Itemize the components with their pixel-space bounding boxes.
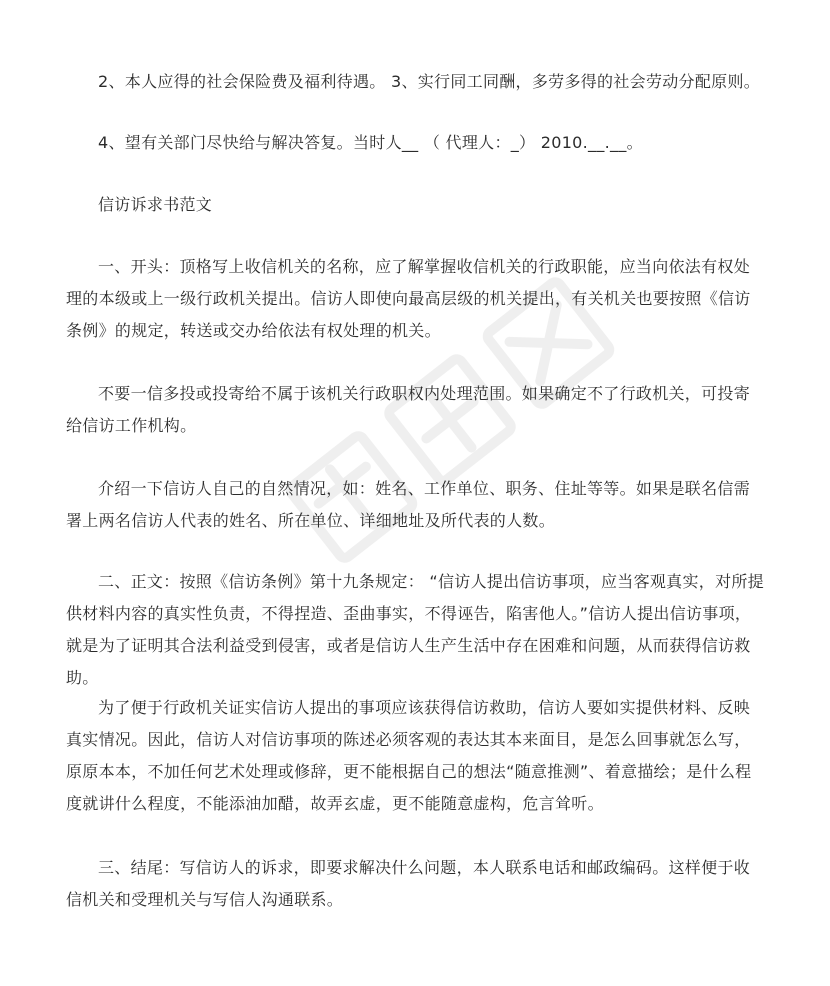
paragraph-body: 二、正文：按照《信访条例》第十九条规定： “信访人提出信访事项，应当客观真实，对所提供材料内容的真实性负责，不得捏造、歪曲事实，不得诬告，陷害他人。”信访人提出信访事项，就是为了证明其合法利益受到侵害，或者是信访人生产生活中存在困难和问题，从而获得信访救助。 xyxy=(66,572,764,687)
paragraph-ending: 三、结尾：写信访人的诉求，即要求解决什么问题，本人联系电话和邮政编码。这样便于收信机关和受理机关与写信人沟通联系。 xyxy=(66,858,751,909)
paragraph-do-not-multi-send: 不要一信多投或投寄给不属于该机关行政职权内处理范围。如果确定不了行政机关，可投寄给信访工作机构。 xyxy=(66,384,751,435)
paragraph-opening: 一、开头：顶格写上收信机关的名称，应了解掌握收信机关的行政职能，应当向依法有权处理的本级或上一级行政机关提出。信访人即使向最高层级的机关提出，有关机关也要按照《信访条例》的规定，转送或交办给依法有权处理的机关。 xyxy=(66,257,751,340)
paragraph-insurance-and-pay: 2、本人应得的社会保险费及福利待遇。 3、实行同工同酬，多劳多得的社会劳动分配原则。 xyxy=(98,72,761,91)
paragraph-request-reply: 4、望有关部门尽快给与解决答复。当时人__ （ 代理人：_） 2010.__.__。 xyxy=(98,133,643,152)
paragraph-truthful-statement: 为了便于行政机关证实信访人提出的事项应该获得信访救助，信访人要如实提供材料、反映真实情况。因此，信访人对信访事项的陈述必须客观的表达其本来面目，是怎么回事就怎么写，原原本本，不加任何艺术处理或修辞，更不能根据自己的想法“随意推测”、着意描绘；是什么程度就讲什么程度，不能添油加醋，故弄玄虚，更不能随意虚构，危言耸听。 xyxy=(66,698,752,813)
paragraph-petitioner-info: 介绍一下信访人自己的自然情况，如：姓名、工作单位、职务、住址等等。如果是联名信需署上两名信访人代表的姓名、所在单位、详细地址及所代表的人数。 xyxy=(66,479,751,530)
section-heading-sample: 信访诉求书范文 xyxy=(98,195,213,214)
